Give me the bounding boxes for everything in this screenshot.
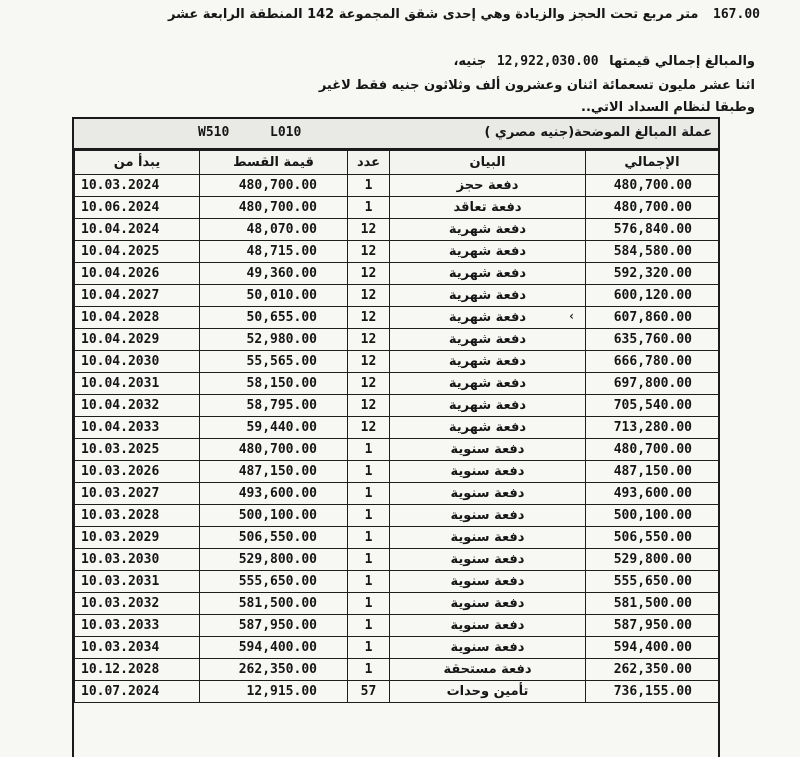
cell-start-date: 10.03.2032 [75, 593, 200, 615]
cell-start-date: 10.03.2025 [75, 439, 200, 461]
cell-statement: دفعة سنوية [390, 571, 586, 593]
cell-count: 1 [348, 571, 390, 593]
cell-start-date: 10.03.2027 [75, 483, 200, 505]
cell-installment: 555,650.00 [200, 571, 348, 593]
cell-count: 57 [348, 681, 390, 703]
cell-count: 1 [348, 197, 390, 219]
cell-installment: 59,440.00 [200, 417, 348, 439]
cell-installment: 581,500.00 [200, 593, 348, 615]
cell-installment: 480,700.00 [200, 197, 348, 219]
code-w510: W510 [198, 125, 230, 140]
header-start-date: يبدأ من [75, 151, 200, 175]
cell-installment: 48,715.00 [200, 241, 348, 263]
table-row [75, 483, 719, 505]
table-row [75, 329, 719, 351]
cell-start-date: 10.04.2031 [75, 373, 200, 395]
cell-total: 529,800.00 [586, 549, 719, 571]
cell-statement: دفعة شهرية [390, 417, 586, 439]
cell-start-date: 10.07.2024 [75, 681, 200, 703]
cell-statement: دفعة تعاقد [390, 197, 586, 219]
table-row [75, 505, 719, 527]
cell-count: 1 [348, 615, 390, 637]
cell-installment: 506,550.00 [200, 527, 348, 549]
cell-start-date: 10.04.2025 [75, 241, 200, 263]
cell-statement: دفعة سنوية [390, 483, 586, 505]
table-row [75, 527, 719, 549]
cell-start-date: 10.06.2024 [75, 197, 200, 219]
unit-area-line [0, 7, 760, 22]
unit-area-value: 167.00 [713, 7, 760, 22]
table-row [75, 571, 719, 593]
table-row [75, 549, 719, 571]
cell-statement: دفعة شهرية [390, 285, 586, 307]
table-row [75, 285, 719, 307]
cell-statement: دفعة شهرية [390, 219, 586, 241]
cell-statement: دفعة شهرية [390, 307, 586, 329]
cell-start-date: 10.04.2033 [75, 417, 200, 439]
cell-statement: دفعة حجز [390, 175, 586, 197]
cell-start-date: 10.04.2028 [75, 307, 200, 329]
header-installment: قيمة القسط [200, 151, 348, 175]
table-header-row [75, 151, 719, 175]
cell-installment: 12,915.00 [200, 681, 348, 703]
cell-total: 713,280.00 [586, 417, 719, 439]
table-row [75, 681, 719, 703]
cell-start-date: 10.04.2024 [75, 219, 200, 241]
cell-installment: 262,350.00 [200, 659, 348, 681]
cell-statement: دفعة سنوية [390, 439, 586, 461]
cell-total: 487,150.00 [586, 461, 719, 483]
cell-installment: 50,655.00 [200, 307, 348, 329]
cell-installment: 480,700.00 [200, 439, 348, 461]
cell-start-date: 10.03.2024 [75, 175, 200, 197]
header-total: الإجمالي [586, 151, 719, 175]
table-row [75, 615, 719, 637]
cell-total: 480,700.00 [586, 197, 719, 219]
table-row [75, 219, 719, 241]
cell-installment: 487,150.00 [200, 461, 348, 483]
cell-total: 581,500.00 [586, 593, 719, 615]
cell-statement: دفعة سنوية [390, 615, 586, 637]
cell-installment: 493,600.00 [200, 483, 348, 505]
table-row [75, 417, 719, 439]
cell-total: 736,155.00 [586, 681, 719, 703]
cell-total: 594,400.00 [586, 637, 719, 659]
cell-start-date: 10.03.2028 [75, 505, 200, 527]
total-amount-line [0, 54, 755, 69]
cell-start-date: 10.12.2028 [75, 659, 200, 681]
cell-total: 587,950.00 [586, 615, 719, 637]
table-row [75, 175, 719, 197]
cell-count: 12 [348, 285, 390, 307]
cell-count: 12 [348, 241, 390, 263]
cell-count: 12 [348, 219, 390, 241]
table-row [75, 241, 719, 263]
cell-statement: دفعة مستحقة [390, 659, 586, 681]
cell-statement: دفعة سنوية [390, 505, 586, 527]
cell-total: 480,700.00 [586, 175, 719, 197]
cell-start-date: 10.04.2029 [75, 329, 200, 351]
cell-installment: 58,795.00 [200, 395, 348, 417]
cell-count: 1 [348, 505, 390, 527]
cell-total: 635,760.00 [586, 329, 719, 351]
cell-count: 1 [348, 527, 390, 549]
cell-start-date: 10.04.2032 [75, 395, 200, 417]
cell-statement: دفعة سنوية [390, 637, 586, 659]
cell-total: 705,540.00 [586, 395, 719, 417]
total-amount-label: والمبالغ إجمالي قيمتها [609, 54, 755, 69]
cell-total: 576,840.00 [586, 219, 719, 241]
cell-installment: 58,150.00 [200, 373, 348, 395]
cell-count: 12 [348, 329, 390, 351]
cell-statement: دفعة سنوية [390, 593, 586, 615]
cell-count: 1 [348, 483, 390, 505]
table-row [75, 461, 719, 483]
cell-start-date: 10.03.2031 [75, 571, 200, 593]
cell-total: 480,700.00 [586, 439, 719, 461]
cell-start-date: 10.03.2033 [75, 615, 200, 637]
cell-count: 1 [348, 175, 390, 197]
cell-statement: تأمين وحدات [390, 681, 586, 703]
unit-description: متر مربع تحت الحجز والزيادة وهي إحدى شقق المجموعة 142 المنطقة الرابعة عشر [168, 7, 699, 22]
currency-label: جنيه، [453, 54, 487, 69]
cell-installment: 52,980.00 [200, 329, 348, 351]
cell-count: 1 [348, 659, 390, 681]
header-statement: البيان [390, 151, 586, 175]
cell-statement: دفعة شهرية [390, 329, 586, 351]
cell-statement: دفعة سنوية [390, 527, 586, 549]
table-row [75, 263, 719, 285]
cell-installment: 480,700.00 [200, 175, 348, 197]
cell-installment: 529,800.00 [200, 549, 348, 571]
cell-statement: دفعة شهرية [390, 351, 586, 373]
payment-schedule [72, 117, 720, 757]
cell-total: 607,860.00 [586, 307, 719, 329]
code-l010: L010 [270, 125, 302, 140]
amount-in-words: اثنا عشر مليون تسعمائة اثنان وعشرون ألف وثلاثون جنيه فقط لاغير [318, 78, 755, 93]
cell-total: 555,650.00 [586, 571, 719, 593]
cell-start-date: 10.03.2026 [75, 461, 200, 483]
cell-statement: دفعة شهرية [390, 263, 586, 285]
cell-count: 1 [348, 593, 390, 615]
cell-count: 12 [348, 395, 390, 417]
currency-banner [74, 119, 718, 150]
cell-statement: دفعة شهرية [390, 241, 586, 263]
table-row [75, 395, 719, 417]
tick-mark: ‹ [568, 309, 576, 323]
cell-installment: 594,400.00 [200, 637, 348, 659]
currency-title: عملة المبالغ الموضحة(جنيه مصري ) [484, 125, 712, 140]
cell-count: 12 [348, 307, 390, 329]
cell-start-date: 10.03.2030 [75, 549, 200, 571]
cell-installment: 500,100.00 [200, 505, 348, 527]
cell-total: 666,780.00 [586, 351, 719, 373]
cell-start-date: 10.04.2026 [75, 263, 200, 285]
cell-count: 1 [348, 549, 390, 571]
cell-total: 600,120.00 [586, 285, 719, 307]
table-row [75, 659, 719, 681]
cell-statement: دفعة سنوية [390, 461, 586, 483]
table-row [75, 593, 719, 615]
cell-installment: 48,070.00 [200, 219, 348, 241]
payment-system-intro: وطبقا لنظام السداد الاتي.. [581, 100, 755, 115]
cell-start-date: 10.04.2030 [75, 351, 200, 373]
cell-installment: 55,565.00 [200, 351, 348, 373]
cell-count: 12 [348, 351, 390, 373]
cell-count: 12 [348, 373, 390, 395]
table-row [75, 351, 719, 373]
cell-installment: 50,010.00 [200, 285, 348, 307]
cell-total: 506,550.00 [586, 527, 719, 549]
cell-total: 500,100.00 [586, 505, 719, 527]
table-row [75, 439, 719, 461]
cell-statement: دفعة شهرية [390, 373, 586, 395]
cell-count: 1 [348, 637, 390, 659]
cell-total: 262,350.00 [586, 659, 719, 681]
cell-total: 493,600.00 [586, 483, 719, 505]
table-body [75, 175, 719, 703]
cell-count: 1 [348, 461, 390, 483]
cell-total: 592,320.00 [586, 263, 719, 285]
cell-total: 697,800.00 [586, 373, 719, 395]
cell-count: 1 [348, 439, 390, 461]
cell-count: 12 [348, 263, 390, 285]
cell-start-date: 10.03.2034 [75, 637, 200, 659]
cell-start-date: 10.04.2027 [75, 285, 200, 307]
cell-installment: 587,950.00 [200, 615, 348, 637]
table-row [75, 637, 719, 659]
table-row [75, 307, 719, 329]
cell-start-date: 10.03.2029 [75, 527, 200, 549]
total-amount-value: 12,922,030.00 [496, 54, 599, 69]
table-row [75, 373, 719, 395]
cell-installment: 49,360.00 [200, 263, 348, 285]
cell-statement: دفعة سنوية [390, 549, 586, 571]
cell-statement: دفعة شهرية [390, 395, 586, 417]
payment-table [74, 150, 719, 703]
header-count: عدد [348, 151, 390, 175]
cell-total: 584,580.00 [586, 241, 719, 263]
table-row [75, 197, 719, 219]
cell-count: 12 [348, 417, 390, 439]
